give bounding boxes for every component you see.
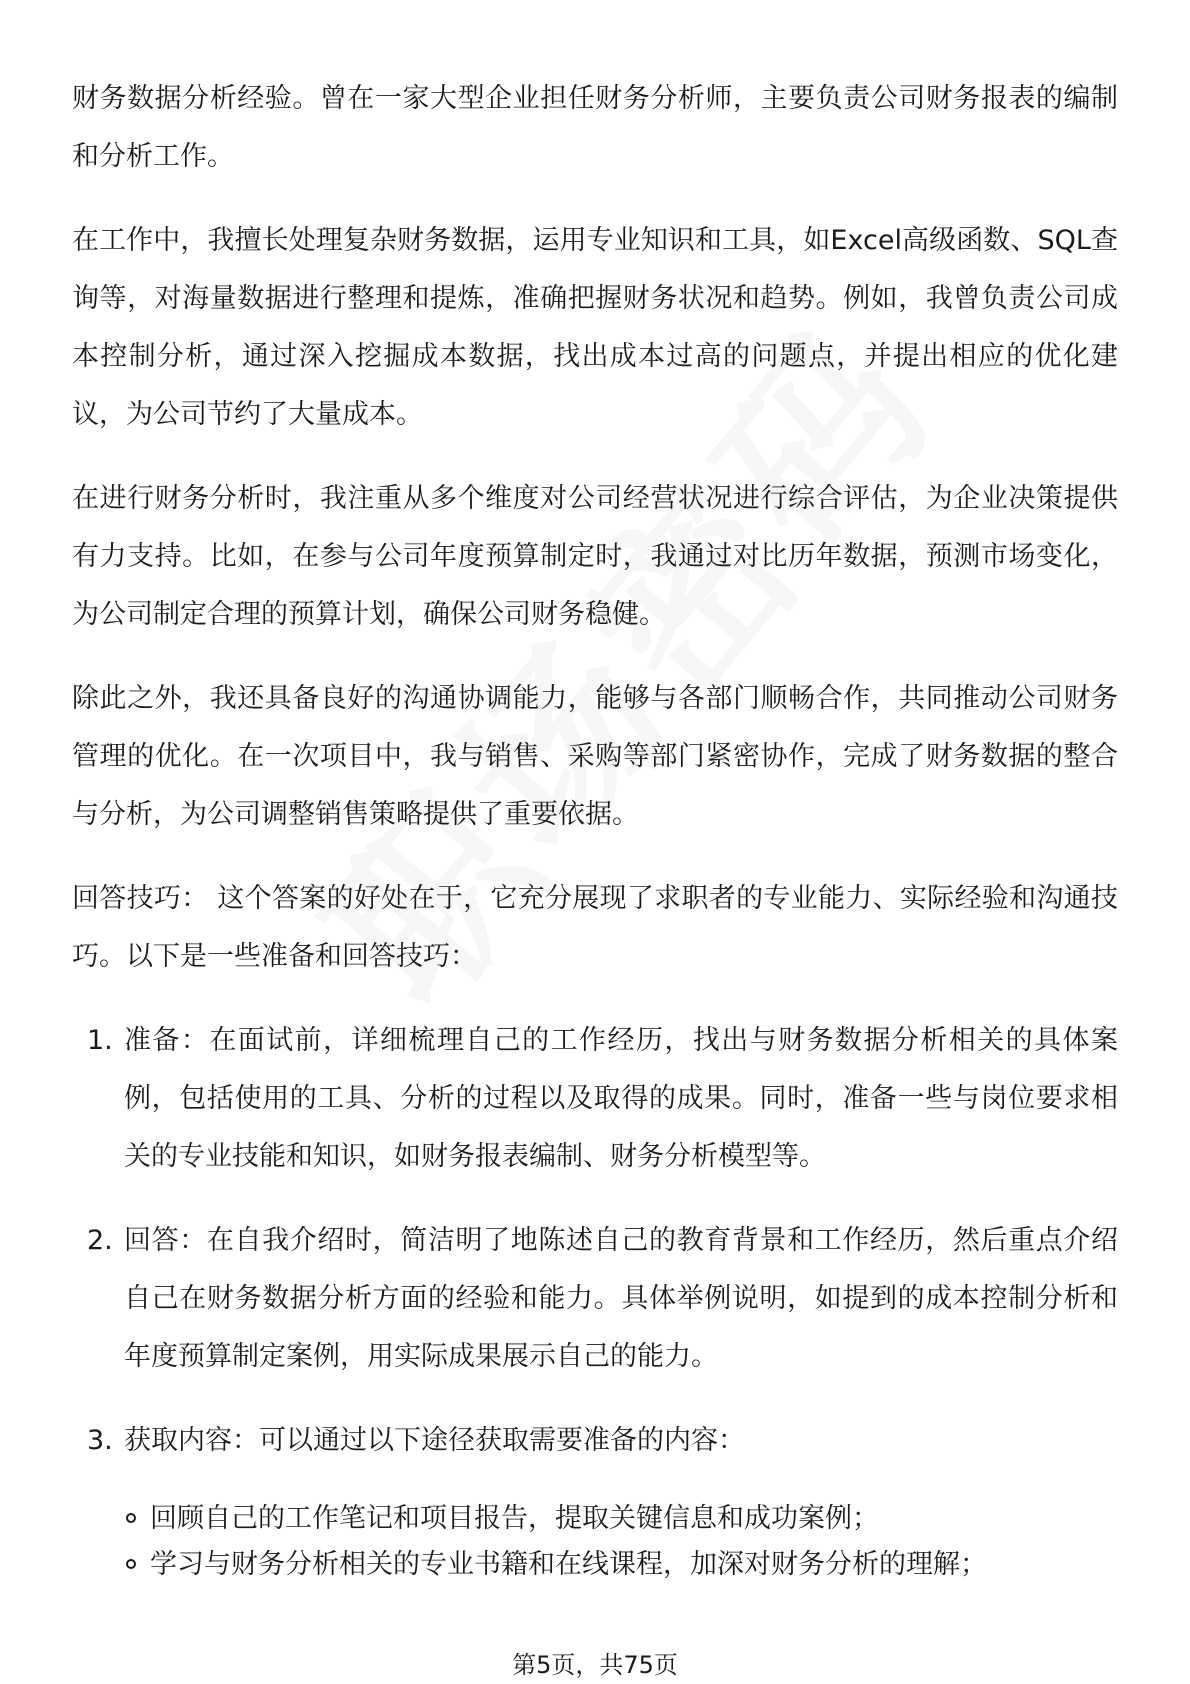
paragraph: 回答技巧： 这个答案的好处在于，它充分展现了求职者的专业能力、实际经验和沟通技巧。以下是一些准备和回答技巧： [72, 883, 1118, 972]
list-number: 3. [87, 1425, 113, 1456]
sublist-item: 学习与财务分析相关的专业书籍和在线课程，加深对财务分析的理解； [124, 1542, 1118, 1588]
list-item [72, 1012, 1118, 1186]
numbered-list [72, 1012, 1118, 1588]
paragraph: 在进行财务分析时，我注重从多个维度对公司经营状况进行综合评估，为企业决策提供有力支持。比如，在参与公司年度预算制定时，我通过对比历年数据，预测市场变化，为公司制定合理的预算计划，确保公司财务稳健。 [72, 483, 1118, 630]
paragraph: 财务数据分析经验。曾在一家大型企业担任财务分析师，主要负责公司财务报表的编制和分析工作。 [72, 83, 1118, 172]
list-number: 1. [87, 1025, 113, 1056]
list-item [72, 1212, 1118, 1386]
page-number-footer: 第5页，共75页 [512, 1651, 678, 1679]
list-number: 2. [87, 1225, 113, 1256]
list-item [72, 1412, 1118, 1588]
sublist-item: 回顾自己的工作笔记和项目报告，提取关键信息和成功案例； [124, 1496, 1118, 1542]
list-item-text: 获取内容：可以通过以下途径获取需要准备的内容： [124, 1425, 745, 1456]
paragraph: 在工作中，我擅长处理复杂财务数据，运用专业知识和工具，如Excel高级函数、SQL查询等，对海量数据进行整理和提炼，准确把握财务状况和趋势。例如，我曾负责公司成本控制分析，通过深入挖掘成本数据，找出成本过高的问题点，并提出相应的优化建议，为公司节约了大量成本。 [72, 225, 1118, 430]
list-item-text: 回答：在自我介绍时，简洁明了地陈述自己的教育背景和工作经历，然后重点介绍自己在财务数据分析方面的经验和能力。具体举例说明，如提到的成本控制分析和年度预算制定案例，用实际成果展示自己的能力。 [124, 1225, 1118, 1372]
bullet-sublist [124, 1496, 1118, 1588]
paragraph: 除此之外，我还具备良好的沟通协调能力，能够与各部门顺畅合作，共同推动公司财务管理的优化。在一次项目中，我与销售、采购等部门紧密协作，完成了财务数据的整合与分析，为公司调整销售策略提供了重要依据。 [72, 683, 1118, 830]
document-body [72, 70, 1118, 1614]
list-item-text: 准备：在面试前，详细梳理自己的工作经历，找出与财务数据分析相关的具体案例，包括使用的工具、分析的过程以及取得的成果。同时，准备一些与岗位要求相关的专业技能和知识，如财务报表编制、财务分析模型等。 [124, 1025, 1118, 1172]
